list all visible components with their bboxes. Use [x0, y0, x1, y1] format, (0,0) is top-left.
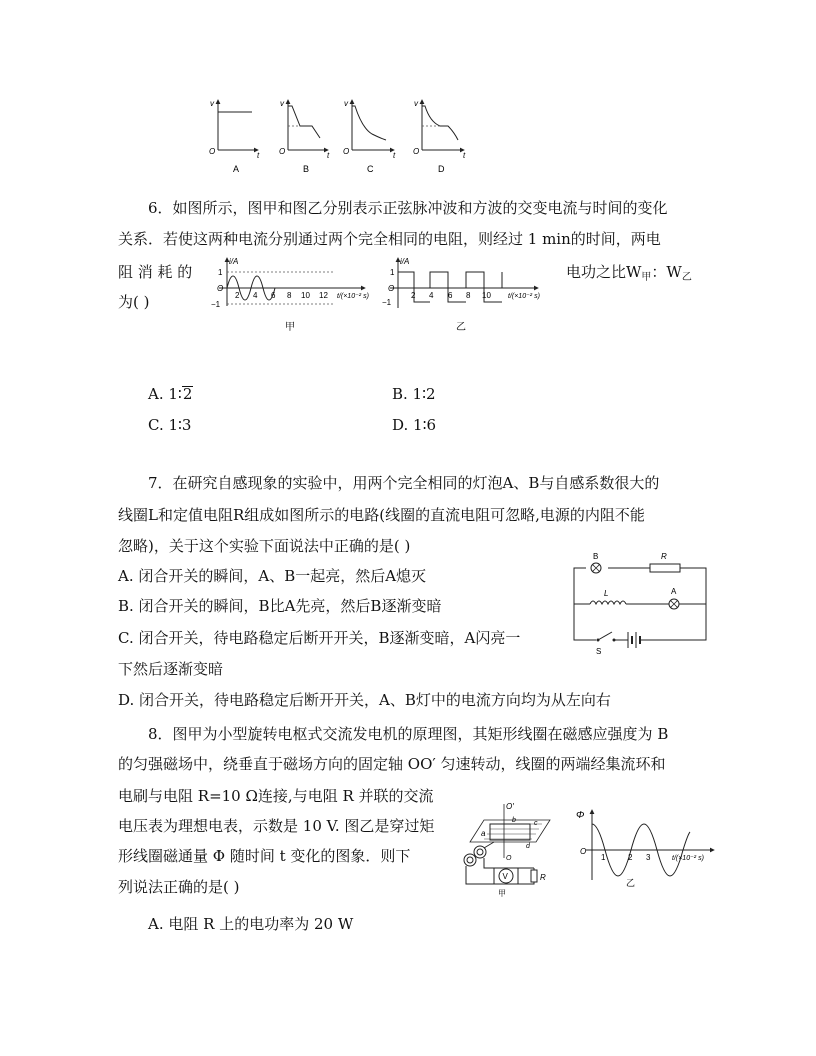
svg-text:v: v [414, 99, 418, 108]
q7-line1: 7．在研究自感现象的实验中，用两个完全相同的灯泡A、B与自感系数很大的 [148, 474, 660, 492]
svg-text:t/(×10⁻² s): t/(×10⁻² s) [337, 293, 369, 300]
svg-text:−1: −1 [211, 300, 221, 309]
svg-text:v: v [344, 99, 348, 108]
graph-label-c: C [367, 164, 374, 174]
svg-text:2: 2 [628, 853, 633, 862]
q6-graph-jia [205, 254, 385, 334]
svg-text:t/(×10⁻² s): t/(×10⁻² s) [672, 855, 704, 862]
q7-option-d: D. 闭合开关，待电路稳定后断开开关，A、B灯中的电流方向均为从左向右 [118, 691, 611, 709]
svg-text:O: O [506, 855, 512, 862]
svg-text:i/A: i/A [229, 257, 239, 266]
svg-text:t: t [463, 151, 466, 160]
svg-text:R: R [540, 873, 546, 882]
graph-label-a: A [233, 164, 240, 174]
svg-text:10: 10 [301, 291, 310, 300]
graph-label-d: D [438, 164, 445, 174]
q8-fig-jia [454, 798, 564, 898]
svg-text:6: 6 [271, 291, 276, 300]
svg-text:V: V [502, 872, 508, 881]
svg-text:S: S [596, 647, 602, 656]
svg-text:d: d [526, 843, 530, 850]
svg-text:O: O [413, 147, 420, 156]
svg-text:6: 6 [448, 291, 453, 300]
svg-text:12: 12 [319, 291, 328, 300]
svg-text:t: t [327, 151, 330, 160]
svg-text:1: 1 [390, 268, 395, 277]
svg-text:4: 4 [253, 291, 258, 300]
q6-option-c: C. 1∶3 [148, 416, 192, 434]
svg-text:甲: 甲 [285, 322, 295, 333]
graph-d [413, 99, 466, 174]
q8-line4: 电压表为理想电表，示数是 10 V. 图乙是穿过矩 [118, 817, 435, 835]
svg-text:O′: O′ [506, 802, 514, 811]
q6-line3-left: 阻 消 耗 的 [118, 263, 193, 281]
svg-text:L: L [604, 589, 609, 598]
q8-line3: 电刷与电阻 R=10 Ω连接,与电阻 R 并联的交流 [118, 787, 434, 805]
q7-circuit [566, 548, 716, 658]
svg-text:甲: 甲 [498, 889, 506, 898]
svg-text:t: t [393, 151, 396, 160]
q6-line1: 6．如图所示，图甲和图乙分别表示正弦脉冲波和方波的交变电流与时间的变化 [148, 199, 668, 217]
axis-v-label: v [210, 99, 214, 108]
svg-text:4: 4 [429, 291, 434, 300]
svg-text:O: O [217, 284, 224, 293]
top-graphs [200, 92, 480, 180]
q7-option-b: B. 闭合开关的瞬间，B比A先亮，然后B逐渐变暗 [118, 597, 442, 615]
graph-a [209, 99, 260, 174]
svg-text:t/(×10⁻² s): t/(×10⁻² s) [508, 293, 540, 300]
svg-text:Φ: Φ [576, 810, 585, 821]
svg-text:R: R [661, 552, 667, 561]
svg-text:8: 8 [287, 291, 292, 300]
q6-option-d: D. 1∶6 [392, 416, 437, 434]
axis-t-label: t [257, 151, 260, 160]
svg-text:2: 2 [235, 291, 240, 300]
q8-line6: 列说法正确的是( ) [118, 878, 240, 896]
svg-text:O: O [343, 147, 350, 156]
origin-label: O [209, 147, 216, 156]
q8-line2: 的匀强磁场中，绕垂直于磁场方向的固定轴 OO′ 匀速转动，线圈的两端经集流环和 [118, 755, 666, 773]
svg-text:i/A: i/A [400, 257, 410, 266]
svg-text:O: O [580, 847, 587, 856]
svg-text:乙: 乙 [456, 322, 466, 333]
graph-label-b: B [303, 164, 310, 174]
svg-text:v: v [280, 99, 284, 108]
q6-option-a: A. 1∶2 [148, 385, 193, 403]
q6-line2: 关系．若使这两种电流分别通过两个完全相同的电阻，则经过 1 min的时间，两电 [118, 230, 661, 248]
q8-option-a: A. 电阻 R 上的电功率为 20 W [148, 915, 354, 933]
q7-option-a: A. 闭合开关的瞬间，A、B一起亮，然后A熄灭 [118, 567, 427, 585]
q7-line2: 线圈L和定值电阻R组成如图所示的电路(线圈的直流电阻可忽略,电源的内阻不能 [118, 506, 645, 524]
q6-line3-right: 电功之比$W_甲$：$W_乙$ [566, 263, 692, 283]
q6-option-b: B. 1∶2 [392, 385, 436, 403]
svg-text:3: 3 [646, 853, 651, 862]
svg-text:10: 10 [482, 291, 491, 300]
graph-b [279, 99, 330, 174]
svg-text:O: O [279, 147, 286, 156]
q8-line1: 8．图甲为小型旋转电枢式交流发电机的原理图，其矩形线圈在磁感应强度为 B [148, 725, 669, 743]
svg-text:b: b [512, 817, 516, 824]
q7-line3: 忽略)，关于这个实验下面说法中正确的是( ) [118, 537, 411, 555]
svg-text:a: a [481, 829, 486, 838]
svg-text:1: 1 [601, 853, 606, 862]
svg-text:O: O [388, 284, 395, 293]
graph-c [343, 99, 396, 174]
q6-graph-yi [378, 254, 563, 334]
q7-option-c2: 下然后逐渐变暗 [118, 660, 224, 678]
svg-text:2: 2 [411, 291, 416, 300]
svg-text:−1: −1 [382, 298, 392, 307]
q8-fig-yi [572, 806, 722, 888]
svg-text:乙: 乙 [626, 878, 636, 888]
q7-option-c1: C. 闭合开关，待电路稳定后断开开关，B逐渐变暗，A闪亮一 [118, 629, 521, 647]
svg-text:8: 8 [466, 291, 471, 300]
svg-text:c: c [534, 820, 538, 827]
svg-text:1: 1 [218, 268, 223, 277]
q6-line4: 为( ) [118, 293, 150, 311]
svg-text:A: A [671, 587, 677, 596]
q8-line5: 形线圈磁通量 Φ 随时间 t 变化的图象．则下 [118, 847, 411, 865]
svg-text:B: B [593, 552, 599, 561]
